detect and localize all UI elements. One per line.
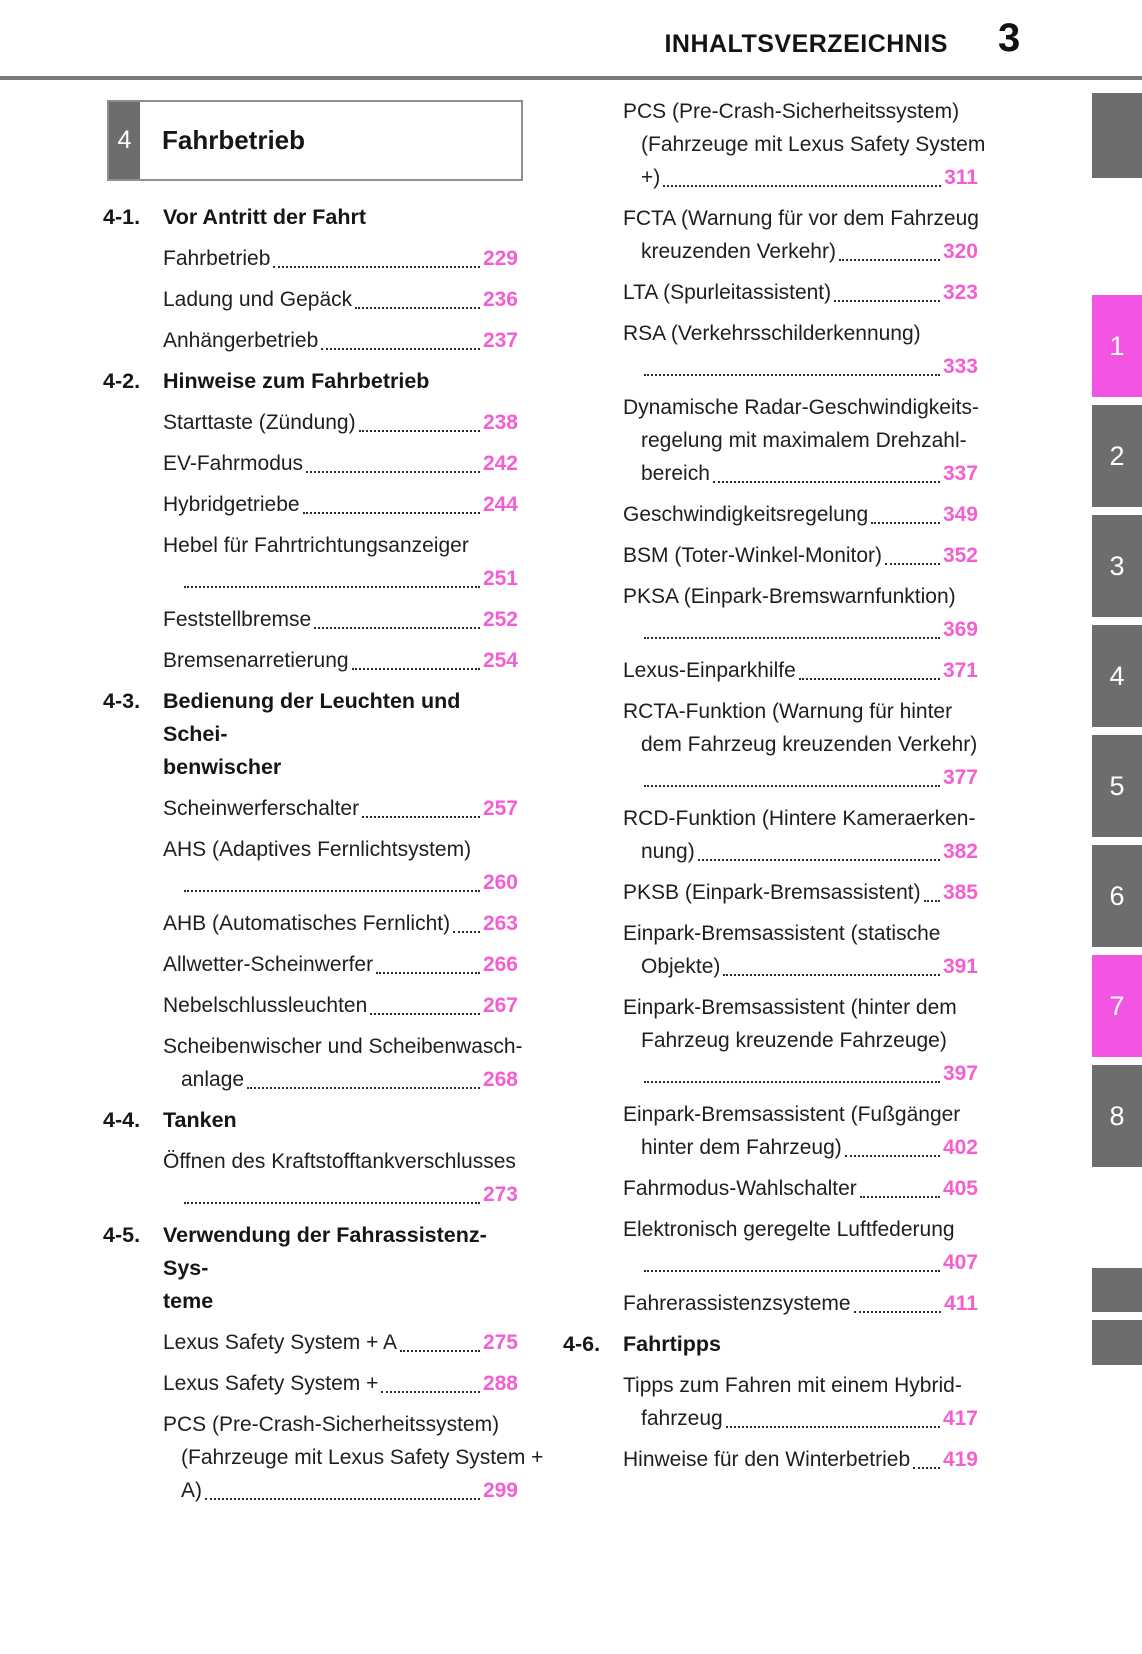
toc-page-number: 229 <box>482 247 518 270</box>
chapter-title: Fahrbetrieb <box>162 125 306 155</box>
toc-entry <box>563 695 978 794</box>
leader-dots <box>349 644 483 677</box>
toc-page-number: 311 <box>944 166 978 189</box>
toc-entry-line: Einpark-Bremsassistent (Fußgänger <box>623 1103 961 1126</box>
leader-dots <box>868 498 943 531</box>
toc-entry-line: PCS (Pre-Crash-Sicherheitssystem) <box>163 1413 500 1436</box>
toc-entry <box>103 833 518 899</box>
toc-entry <box>563 539 978 572</box>
chapter-tab-1: 1 <box>1092 295 1142 397</box>
toc-entry-line: Nebelschlussleuchten <box>163 994 368 1017</box>
toc-entry <box>103 603 518 636</box>
toc-page-number: 417 <box>942 1407 978 1430</box>
toc-entry <box>103 989 518 1022</box>
toc-entry-line: AHB (Automatisches Fernlicht) <box>163 912 451 935</box>
toc-entry-line: Einpark-Bremsassistent (statische <box>623 922 941 945</box>
chapter-tab-2: 2 <box>1092 405 1142 507</box>
toc-entry-line: Objekte) <box>641 955 721 978</box>
toc-entry-line: RCD-Funktion (Hintere Kameraerken- <box>623 807 976 830</box>
section-title-line: Hinweise zum Fahrbetrieb <box>163 369 430 393</box>
toc-entry-line: +) <box>641 166 661 189</box>
toc-entry-line: RSA (Verkehrsschilderkennung) <box>623 322 921 345</box>
toc-entry <box>563 391 978 490</box>
toc-page-number: 288 <box>482 1372 518 1395</box>
leader-dots <box>921 876 943 909</box>
toc-entry-line: Fahrmodus-Wahlschalter <box>623 1177 857 1200</box>
toc-page-number: 369 <box>942 618 978 641</box>
toc-page-number: 382 <box>942 840 978 863</box>
leader-dots <box>367 989 483 1022</box>
toc-entry <box>103 242 518 275</box>
chapter-tab-3: 3 <box>1092 515 1142 617</box>
section-title-line: Fahrtipps <box>623 1332 721 1356</box>
toc-entry <box>563 1369 978 1435</box>
toc-column-left <box>103 197 544 1515</box>
toc-page-number: 268 <box>482 1068 518 1091</box>
toc-page-number: 236 <box>482 288 518 311</box>
toc-page-number: 349 <box>942 503 978 526</box>
toc-entry-line: Tipps zum Fahren mit einem Hybrid- <box>623 1374 962 1397</box>
toc-entry <box>103 488 518 521</box>
toc-entry-line: Einpark-Bremsassistent (hinter dem <box>623 996 957 1019</box>
toc-page-number: 411 <box>944 1292 978 1315</box>
section-title-line: Tanken <box>163 1108 237 1132</box>
toc-entry-line: Scheibenwischer und Scheibenwasch- <box>163 1035 523 1058</box>
toc-entry-line: Lexus-Einparkhilfe <box>623 659 796 682</box>
toc-entry-line: PKSB (Einpark-Bremsassistent) <box>623 881 921 904</box>
toc-entry <box>563 802 978 868</box>
toc-entry-line: Lexus Safety System + A <box>163 1331 398 1354</box>
toc-page-number: 257 <box>482 797 518 820</box>
leader-dots <box>311 603 483 636</box>
toc-entry-line: Hebel für Fahrtrichtungsanzeiger <box>163 534 469 557</box>
toc-entry-line: dem Fahrzeug kreuzenden Verkehr) <box>641 733 978 756</box>
tab-spacer-box <box>1092 1320 1142 1365</box>
toc-page-number: 405 <box>942 1177 978 1200</box>
toc-entry-line: regelung mit maximalem Drehzahl- <box>641 429 967 452</box>
toc-entry-line: PKSA (Einpark-Bremswarnfunktion) <box>623 585 956 608</box>
toc-entry <box>103 792 518 825</box>
toc-entry <box>103 1030 523 1096</box>
toc-entry-line: Fahrbetrieb <box>163 247 271 270</box>
leader-dots <box>851 1287 945 1320</box>
toc-entry-line: (Fahrzeuge mit Lexus Safety System <box>641 133 986 156</box>
toc-page-number: 273 <box>482 1183 518 1206</box>
toc-entry <box>563 1172 978 1205</box>
toc-entry-line: bereich <box>641 462 710 485</box>
toc-entry-line: Lexus Safety System + <box>163 1372 379 1395</box>
leader-dots <box>373 948 483 981</box>
toc-page-number: 371 <box>942 659 978 682</box>
toc-entry-line: fahrzeug <box>641 1407 723 1430</box>
chapter-tab-7: 7 <box>1092 955 1142 1057</box>
toc-entry <box>563 876 978 909</box>
toc-entry-line: Fahrerassistenzsysteme <box>623 1292 851 1315</box>
toc-page-number: 377 <box>942 766 978 789</box>
leader-dots <box>181 562 483 595</box>
chapter-tab-5: 5 <box>1092 735 1142 837</box>
leader-dots <box>723 1402 943 1435</box>
leader-dots <box>641 1057 943 1090</box>
tab-spacer-box <box>1092 93 1142 178</box>
chapter-number-tab: 4 <box>109 102 140 179</box>
toc-page-number: 242 <box>482 452 518 475</box>
toc-entry <box>103 447 518 480</box>
toc-page-number: 238 <box>482 411 518 434</box>
leader-dots <box>318 324 483 357</box>
section-number: 4-3. <box>103 689 141 713</box>
toc-entry-line: A) <box>181 1479 202 1502</box>
toc-entry-line: Feststellbremse <box>163 608 312 631</box>
toc-entry-line: AHS (Adaptives Fernlichtsystem) <box>163 838 472 861</box>
toc-entry <box>563 917 978 983</box>
toc-page-number: 254 <box>482 649 518 672</box>
toc-page-number: 419 <box>942 1448 978 1471</box>
toc-entry <box>563 498 978 531</box>
section-title-line: teme <box>163 1289 214 1313</box>
section-number: 4-1. <box>103 205 141 229</box>
toc-entry <box>103 644 518 677</box>
leader-dots <box>378 1367 483 1400</box>
toc-page-number: 266 <box>482 953 518 976</box>
toc-entry-line: Hybridgetriebe <box>163 493 300 516</box>
toc-entry-line: (Fahrzeuge mit Lexus Safety System + <box>181 1446 544 1469</box>
toc-entry-line: RCTA-Funktion (Warnung für hinter <box>623 700 953 723</box>
toc-entry-line: EV-Fahrmodus <box>163 452 304 475</box>
toc-page-number: 320 <box>942 240 978 263</box>
toc-entry-line: Dynamische Radar-Geschwindigkeits- <box>623 396 979 419</box>
leader-dots <box>397 1326 483 1359</box>
leader-dots <box>720 950 943 983</box>
toc-entry-line: Scheinwerferschalter <box>163 797 360 820</box>
toc-entry <box>563 276 978 309</box>
toc-entry <box>103 529 518 595</box>
toc-entry <box>563 1098 978 1164</box>
toc-page-number: 267 <box>482 994 518 1017</box>
toc-entry-line: PCS (Pre-Crash-Sicherheitssystem) <box>623 100 960 123</box>
toc-entry-line: hinter dem Fahrzeug) <box>641 1136 842 1159</box>
chapter-tab-4: 4 <box>1092 625 1142 727</box>
leader-dots <box>202 1474 483 1507</box>
chapter-tab-8: 8 <box>1092 1065 1142 1167</box>
leader-dots <box>303 447 483 480</box>
toc-page-number: 275 <box>482 1331 518 1354</box>
toc-page-number: 407 <box>942 1251 978 1274</box>
toc-entry <box>103 324 518 357</box>
toc-page-number: 244 <box>482 493 518 516</box>
leader-dots <box>270 242 483 275</box>
toc-entry-line: Elektronisch geregelte Luftfederung <box>623 1218 955 1241</box>
chapter-box <box>107 100 523 181</box>
toc-entry-line: Bremsenarretierung <box>163 649 349 672</box>
chapter-tab-6: 6 <box>1092 845 1142 947</box>
toc-entry-line: Starttaste (Zündung) <box>163 411 356 434</box>
leader-dots <box>300 488 483 521</box>
toc-entry <box>103 907 518 940</box>
toc-section-heading <box>103 1219 518 1318</box>
section-title-line: Bedienung der Leuchten und Schei- <box>163 689 461 746</box>
toc-entry <box>563 1287 978 1320</box>
toc-entry <box>563 202 978 268</box>
leader-dots <box>352 283 483 316</box>
toc-entry-line: nung) <box>641 840 695 863</box>
toc-entry-line: Anhängerbetrieb <box>163 329 319 352</box>
leader-dots <box>842 1131 943 1164</box>
leader-dots <box>857 1172 943 1205</box>
toc-entry-line: Fahrzeug kreuzende Fahrzeuge) <box>641 1029 947 1052</box>
toc-page-number: 402 <box>942 1136 978 1159</box>
tab-spacer-box <box>1092 1268 1142 1312</box>
page-number: 3 <box>998 16 1021 60</box>
leader-dots <box>641 613 943 646</box>
toc-entry <box>563 991 978 1090</box>
toc-entry <box>103 1408 544 1507</box>
toc-entry <box>563 1443 978 1476</box>
toc-section-heading <box>103 1104 518 1137</box>
toc-entry <box>563 1213 978 1279</box>
leader-dots <box>641 1246 943 1279</box>
toc-entry-line: Geschwindigkeitsregelung <box>623 503 869 526</box>
section-number: 4-2. <box>103 369 141 393</box>
toc-entry-line: Ladung und Gepäck <box>163 288 353 311</box>
toc-page-number: 237 <box>482 329 518 352</box>
toc-entry <box>563 317 978 383</box>
toc-page-number: 337 <box>942 462 978 485</box>
toc-entry-line: LTA (Spurleitassistent) <box>623 281 832 304</box>
toc-page-number: 397 <box>942 1062 978 1085</box>
toc-entry <box>103 283 518 316</box>
toc-page-number: 260 <box>482 871 518 894</box>
leader-dots <box>450 907 483 940</box>
leader-dots <box>181 866 483 899</box>
toc-section-heading <box>563 1328 978 1361</box>
toc-page-number: 352 <box>942 544 978 567</box>
toc-page-number: 323 <box>942 281 978 304</box>
toc-entry-line: BSM (Toter-Winkel-Monitor) <box>623 544 883 567</box>
section-title-line: Verwendung der Fahrassistenz-Sys- <box>163 1223 487 1280</box>
toc-entry <box>103 406 518 439</box>
leader-dots <box>836 235 943 268</box>
toc-entry <box>563 654 978 687</box>
toc-page-number: 251 <box>482 567 518 590</box>
leader-dots <box>882 539 943 572</box>
toc-section-heading <box>103 685 518 784</box>
toc-entry-line: Hinweise für den Winterbetrieb <box>623 1448 911 1471</box>
page-title: INHALTSVERZEICHNIS <box>664 30 948 58</box>
leader-dots <box>181 1178 483 1211</box>
leader-dots <box>910 1443 943 1476</box>
toc-page-number: 385 <box>942 881 978 904</box>
toc-page-number: 333 <box>942 355 978 378</box>
section-title-line: Vor Antritt der Fahrt <box>163 205 367 229</box>
toc-entry <box>563 580 978 646</box>
toc-page-number: 252 <box>482 608 518 631</box>
leader-dots <box>359 792 483 825</box>
leader-dots <box>641 761 943 794</box>
toc-entry-line: Allwetter-Scheinwerfer <box>163 953 374 976</box>
toc-entry-line: FCTA (Warnung für vor dem Fahrzeug <box>623 207 979 230</box>
leader-dots <box>796 654 943 687</box>
toc-entry <box>563 95 986 194</box>
toc-entry <box>103 1367 518 1400</box>
toc-entry-line: anlage <box>181 1068 245 1091</box>
toc-section-heading <box>103 201 518 234</box>
toc-entry-line: kreuzenden Verkehr) <box>641 240 836 263</box>
leader-dots <box>244 1063 483 1096</box>
toc-entry <box>103 1326 518 1359</box>
toc-page-number: 263 <box>482 912 518 935</box>
leader-dots <box>660 161 944 194</box>
toc-column-right <box>563 95 986 1484</box>
leader-dots <box>641 350 943 383</box>
leader-dots <box>356 406 483 439</box>
toc-entry-line: Öffnen des Kraftstofftankverschlusses <box>163 1150 516 1173</box>
toc-page-number: 391 <box>942 955 978 978</box>
toc-entry <box>103 948 518 981</box>
leader-dots <box>695 835 943 868</box>
section-title-line: benwischer <box>163 755 282 779</box>
section-number: 4-5. <box>103 1223 141 1247</box>
section-number: 4-6. <box>563 1332 601 1356</box>
leader-dots <box>831 276 943 309</box>
toc-section-heading <box>103 365 518 398</box>
toc-page-number: 299 <box>482 1479 518 1502</box>
leader-dots <box>710 457 943 490</box>
section-number: 4-4. <box>103 1108 141 1132</box>
toc-entry <box>103 1145 518 1211</box>
header-divider <box>0 76 1142 80</box>
